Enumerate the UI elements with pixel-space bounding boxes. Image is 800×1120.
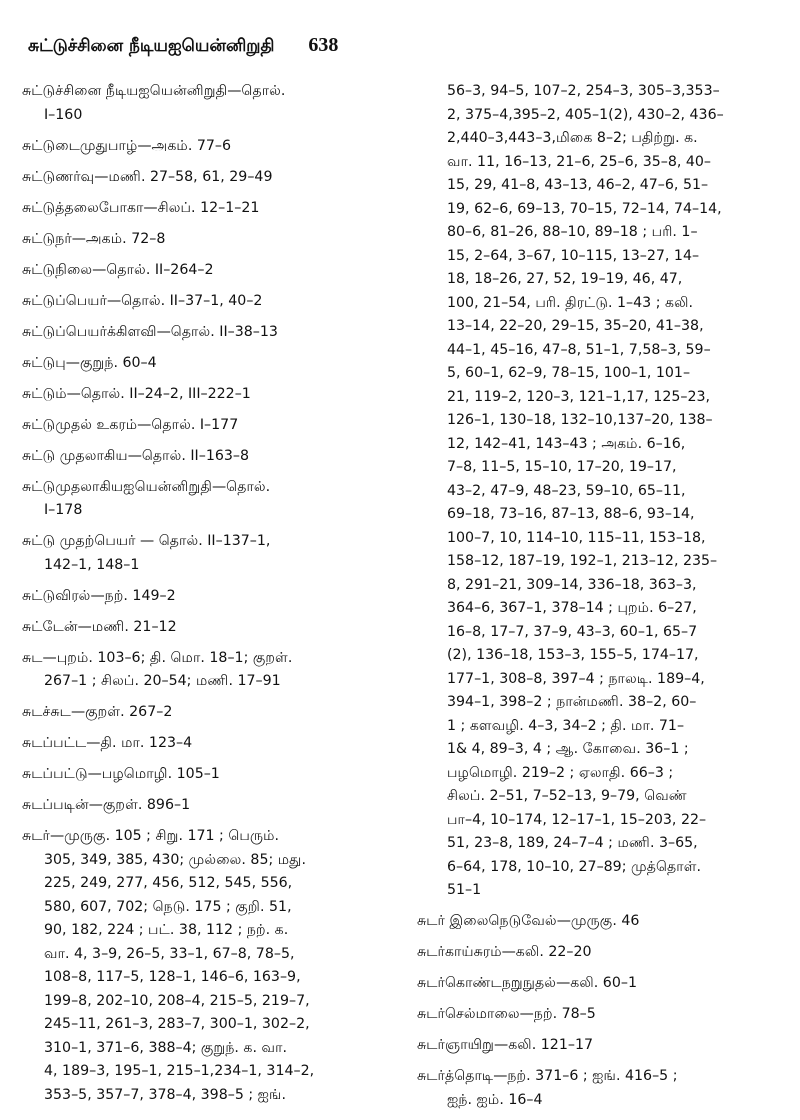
entry-reference-line: 580, 607, 702; நெடு. 175 ; குறி. 51, xyxy=(44,898,292,915)
entry-reference-line: 305, 349, 385, 430; முல்லை. 85; மது. xyxy=(44,851,306,868)
entry-reference-line: 13–14, 22–20, 29–15, 35–20, 41–38, xyxy=(447,318,704,334)
entry-headword-line: சுடப்பட்ட—தி. மா. 123–4 xyxy=(22,735,193,751)
entry-headword-line: சுடர்த்தொடி—நற். 371–6 ; ஐங். 416–5 ; xyxy=(417,1068,678,1084)
entry-reference-line: 19, 62–6, 69–13, 70–15, 72–14, 74–14, xyxy=(447,200,722,217)
index-entry xyxy=(22,445,414,469)
entry-headword-line: சுட—புறம். 103–6; தி. மொ. 18–1; குறள். xyxy=(22,649,293,666)
index-entry xyxy=(22,290,414,314)
entry-reference-line: 353–5, 357–7, 378–4, 398–5 ; ஐங். xyxy=(44,1086,286,1103)
index-entry xyxy=(22,197,414,221)
entry-reference-line: 177–1, 308–8, 397–4 ; நாலடி. 189–4, xyxy=(447,670,705,687)
entry-headword-line: சுட்டுநர்—அகம். 72–8 xyxy=(22,230,166,247)
entry-reference-line: 15, 2–64, 3–67, 10–115, 13–27, 14– xyxy=(447,247,700,264)
entry-reference-line: பா–4, 10–174, 12–17–1, 15–203, 22– xyxy=(447,811,707,828)
entry-reference-line: 225, 249, 277, 456, 512, 545, 556, xyxy=(44,875,293,891)
index-entry xyxy=(22,80,414,127)
index-entry xyxy=(417,910,779,934)
entry-headword-line: சுட்டுணர்வு—மணி. 27–58, 61, 29–49 xyxy=(22,168,273,185)
index-entry xyxy=(22,135,414,159)
index-entry xyxy=(22,228,414,252)
entry-headword-line: சுட்டும்—தொல். II–24–2, III–222–1 xyxy=(22,385,251,402)
entry-reference-line: 1& 4, 89–3, 4 ; ஆ. கோவை. 36–1 ; xyxy=(447,741,689,757)
entry-reference-line: 21, 119–2, 120–3, 121–1,17, 125–23, xyxy=(447,388,711,405)
entry-headword-line: சுட்டுடைமுதுபாழ்—அகம். 77–6 xyxy=(22,137,232,154)
entry-reference-line: 394–1, 398–2 ; நான்மணி. 38–2, 60– xyxy=(447,694,697,710)
entry-reference-line: 44–1, 45–16, 47–8, 51–1, 7,58–3, 59– xyxy=(447,341,711,358)
index-entry xyxy=(22,530,414,577)
entry-reference-line: 8, 291–21, 309–14, 336–18, 363–3, xyxy=(447,576,697,593)
entry-headword-line: சுட்டு முதலாகிய—தொல். II–163–8 xyxy=(22,447,250,464)
index-entry xyxy=(22,763,414,787)
entry-reference-line: 5, 60–1, 62–9, 78–15, 100–1, 101– xyxy=(447,365,691,381)
index-entry xyxy=(22,585,414,609)
entry-reference-line: வா. 11, 16–13, 21–6, 25–6, 35–8, 40– xyxy=(447,153,712,170)
entry-reference-line: 158–12, 187–19, 192–1, 213–12, 235– xyxy=(447,553,718,569)
entry-reference-line: 364–6, 367–1, 378–14 ; புறம். 6–27, xyxy=(447,600,697,616)
entry-reference-line: 199–8, 202–10, 208–4, 215–5, 219–7, xyxy=(44,992,310,1009)
entry-reference-line: ஐந். ஐம். 16–4 xyxy=(447,1091,543,1108)
entry-headword-line: சுட்டுபு—குறுந். 60–4 xyxy=(22,354,157,371)
entry-headword-line: சுட்டுப்பெயர்—தொல். II–37–1, 40–2 xyxy=(22,292,263,309)
entry-reference-line: வா. 4, 3–9, 26–5, 33–1, 67–8, 78–5, xyxy=(44,945,295,962)
entry-reference-line: 2, 375–4,395–2, 405–1(2), 430–2, 436– xyxy=(447,106,724,123)
entry-reference-line: 69–18, 73–16, 87–13, 88–6, 93–14, xyxy=(447,506,695,522)
entry-reference-line: 90, 182, 224 ; பட். 38, 112 ; நற். க. xyxy=(44,922,289,938)
entry-headword-line: சுட்டுமுதலாகியஐயென்னிறுதி—தொல். xyxy=(22,478,271,495)
entry-headword-line: சுட்டுநிலை—தொல். II–264–2 xyxy=(22,261,214,278)
entry-headword-line: சுடர் இலைநெடுவேல்—முருகு. 46 xyxy=(417,913,640,929)
entry-headword-line: சுட்டுவிரல்—நற். 149–2 xyxy=(22,587,176,604)
entry-reference-line: 51, 23–8, 189, 24–7–4 ; மணி. 3–65, xyxy=(447,835,698,851)
index-entry xyxy=(417,1034,779,1058)
entry-headword-line: சுடர்செல்மாலை—நற். 78–5 xyxy=(417,1006,596,1022)
entry-headword-line: சுடப்பட்டு—பழமொழி. 105–1 xyxy=(22,766,220,782)
entry-headword-line: சுட்டு முதற்பெயர் — தொல். II–137–1, xyxy=(22,533,271,549)
index-entry xyxy=(22,476,414,523)
index-entry xyxy=(417,972,779,996)
entry-reference-line: 12, 142–41, 143–43 ; அகம். 6–16, xyxy=(447,435,686,452)
entry-reference-line: 100–7, 10, 114–10, 115–11, 153–18, xyxy=(447,529,706,546)
entry-reference-line: 16–8, 17–7, 37–9, 43–3, 60–1, 65–7 xyxy=(447,623,698,640)
entry-reference-line: 2,440–3,443–3,மிகை 8–2; பதிற்று. க. xyxy=(447,130,698,146)
entry-reference-line: 245–11, 261–3, 283–7, 300–1, 302–2, xyxy=(44,1016,310,1032)
index-entry xyxy=(22,794,414,818)
index-entry xyxy=(22,321,414,345)
index-entry xyxy=(22,259,414,283)
entry-reference-line: பழமொழி. 219–2 ; ஏலாதி. 66–3 ; xyxy=(447,764,674,781)
entry-reference-line: 4, 189–3, 195–1, 215–1,234–1, 314–2, xyxy=(44,1063,315,1079)
index-entry xyxy=(22,616,414,640)
entry-headword-line: சுடச்சுட—குறள். 267–2 xyxy=(22,704,173,720)
entry-headword-line: சுட்டுப்பெயர்க்கிளவி—தொல். II–38–13 xyxy=(22,323,278,340)
entry-reference-line: 142–1, 148–1 xyxy=(44,556,140,573)
entry-headword-line: சுட்டேன்—மணி. 21–12 xyxy=(22,618,177,635)
running-head: சுட்டுச்சினை நீடியஐயென்னிறுதி xyxy=(28,36,275,56)
index-entry xyxy=(417,1003,779,1027)
entry-reference-line: I–178 xyxy=(44,502,83,518)
page-header xyxy=(28,34,338,58)
entry-headword-line: சுடர்காய்சுரம்—கலி. 22–20 xyxy=(417,944,592,960)
entry-reference-line: 51–1 xyxy=(447,882,482,898)
page-number: 638 xyxy=(308,34,339,56)
index-entry xyxy=(22,166,414,190)
entry-reference-line: 56–3, 94–5, 107–2, 254–3, 305–3,353– xyxy=(447,83,720,99)
entry-reference-line: I–160 xyxy=(44,106,83,123)
index-entry xyxy=(22,701,414,725)
continued-entry xyxy=(417,80,779,903)
entry-headword-line: சுடர்ஞாயிறு—கலி. 121–17 xyxy=(417,1037,593,1053)
entry-reference-line: 7–8, 11–5, 15–10, 17–20, 19–17, xyxy=(447,459,677,475)
left-column xyxy=(22,80,414,1115)
entry-headword-line: சுடர்கொண்டநறுநுதல்—கலி. 60–1 xyxy=(417,975,637,991)
index-entry xyxy=(22,352,414,376)
index-entry xyxy=(22,414,414,438)
entry-headword-line: சுட்டுத்தலைபோகா—சிலப். 12–1–21 xyxy=(22,199,260,216)
right-column-entries xyxy=(417,910,779,1112)
right-column xyxy=(417,80,779,1120)
entry-reference-line: 100, 21–54, பரி. திரட்டு. 1–43 ; கலி. xyxy=(447,294,694,311)
entry-reference-line: 18, 18–26, 27, 52, 19–19, 46, 47, xyxy=(447,271,683,287)
entry-reference-line: 310–1, 371–6, 388–4; குறுந். க. வா. xyxy=(44,1039,288,1056)
entry-reference-line: 126–1, 130–18, 132–10,137–20, 138– xyxy=(447,412,713,428)
index-entry xyxy=(417,1065,779,1112)
entry-reference-line: 267–1 ; சிலப். 20–54; மணி. 17–91 xyxy=(44,673,281,689)
index-entry xyxy=(22,647,414,694)
entry-reference-line: 108–8, 117–5, 128–1, 146–6, 163–9, xyxy=(44,969,301,985)
index-entry xyxy=(417,941,779,965)
entry-reference-line: (2), 136–18, 153–3, 155–5, 174–17, xyxy=(447,647,699,663)
entry-reference-line: 1 ; களவழி. 4–3, 34–2 ; தி. மா. 71– xyxy=(447,717,685,734)
entry-headword-line: சுடப்படின்—குறள். 896–1 xyxy=(22,797,191,813)
entry-headword-line: சுட்டுமுதல் உகரம்—தொல். I–177 xyxy=(22,416,239,433)
entry-reference-line: 80–6, 81–26, 88–10, 89–18 ; பரி. 1– xyxy=(447,224,698,240)
index-entry xyxy=(22,825,414,1107)
entry-headword-line: சுடர்—முருகு. 105 ; சிறு. 171 ; பெரும். xyxy=(22,828,280,844)
entry-reference-line: சிலப். 2–51, 7–52–13, 9–79, வெண் xyxy=(447,788,687,804)
index-entry xyxy=(22,383,414,407)
index-entry xyxy=(22,732,414,756)
entry-reference-line: 43–2, 47–9, 48–23, 59–10, 65–11, xyxy=(447,482,686,499)
entry-headword-line: சுட்டுச்சினை நீடியஐயென்னிறுதி—தொல். xyxy=(22,83,286,99)
entry-reference-line: 6–64, 178, 10–10, 27–89; முத்தொள். xyxy=(447,858,702,875)
entry-reference-line: 15, 29, 41–8, 43–13, 46–2, 47–6, 51– xyxy=(447,177,709,193)
